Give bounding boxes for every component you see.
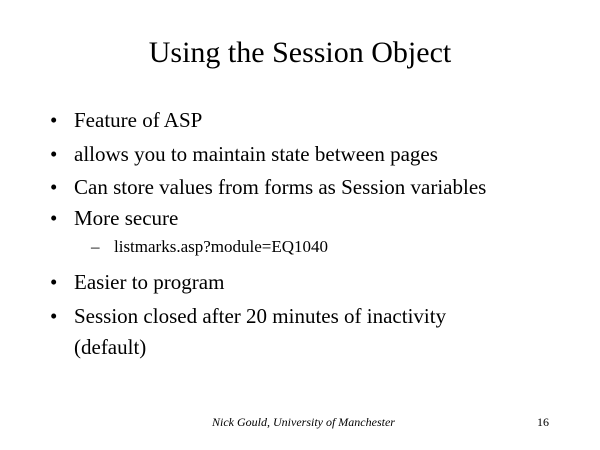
bullet-text: Can store values from forms as Session variables [74,175,487,199]
bullet-text: (default) [74,335,147,359]
bullet-text: Easier to program [74,270,225,294]
bullet-marker: • [50,206,58,230]
page-number: 16 [537,415,549,429]
bullet-text: Feature of ASP [74,108,203,132]
footer-text: Nick Gould, University of Manchester [212,415,395,429]
bullet-marker: • [50,304,58,328]
bullet-marker: • [50,270,58,294]
bullet-text: allows you to maintain state between pages [74,142,438,166]
bullet-marker: • [50,175,58,199]
bullet-text: Session closed after 20 minutes of inactivity [74,304,447,328]
sub-bullet-marker: – [91,237,100,256]
slide-title: Using the Session Object [148,36,452,69]
bullet-marker: • [50,142,58,166]
bullet-marker: • [50,108,58,132]
bullet-text: More secure [74,206,179,230]
sub-bullet-text: listmarks.asp?module=EQ1040 [114,237,329,256]
